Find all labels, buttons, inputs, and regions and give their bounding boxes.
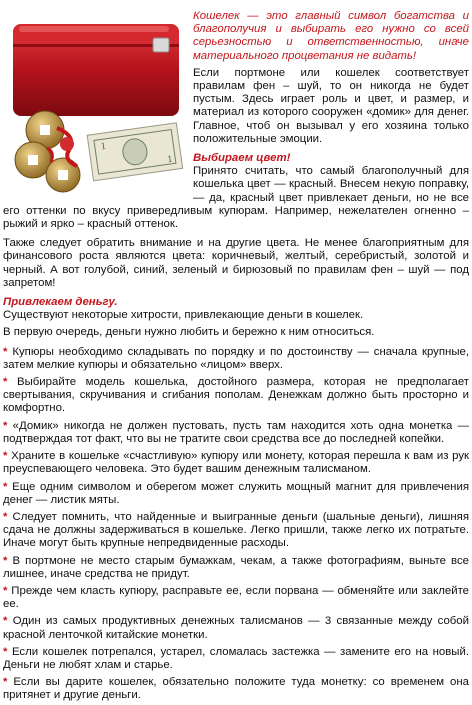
- bullet-icon: *: [3, 584, 8, 597]
- paragraph-other-colors: Также следует обратить внимание и на другие цвета. Не менее благоприятным для финансового роста являются цвета: коричневый, желтый, серебристый, золотой и черный. А вот голубой, синий, зеленый и бирюзовый по правилам фен – шуй — под запретом!: [3, 237, 469, 289]
- list-item: * Если кошелек потрепался, устарел, сломалась застежка — замените его на новый. Деньги не любят хлам и старье.: [3, 645, 469, 671]
- svg-text:1: 1: [166, 153, 174, 166]
- list-item: * Один из самых продуктивных денежных талисманов — 3 связанные между собой красной ленточкой китайские монетки.: [3, 615, 469, 641]
- paragraph-red-color: Принято считать, что самый благополучный для кошелька цвет — красный. Внесем некую поправку, — да, красный цвет привлекает деньги, но не все его оттенки по вкусу привередливым купюрам. Например, нежелателен огненно – рыжий и ярко – красный оттенок.: [3, 165, 469, 231]
- bullet-icon: *: [3, 645, 8, 658]
- bullet-icon: *: [3, 376, 8, 389]
- bullet-icon: *: [3, 554, 8, 567]
- tips-list: [3, 346, 469, 703]
- bullet-icon: *: [3, 676, 8, 689]
- paragraph-wallet-rules: Если портмоне или кошелек соответствует правилам фен – шуй, то он никогда не будет пустым. Здесь играет роль и цвет, и размер, и материал из которого сооружен «домик» для денег. Главное, чтоб он вызывал у его хозяина только положительные эмоции.: [193, 66, 469, 145]
- paragraph-tricks: Существуют некоторые хитрости, привлекающие деньги в кошелек.: [3, 309, 364, 322]
- list-item: * Если вы дарите кошелек, обязательно положите туда монетку: со временем она притянет и другие деньги.: [3, 676, 470, 702]
- bullet-icon: *: [3, 419, 8, 432]
- bullet-icon: *: [3, 615, 8, 628]
- list-item: * Купюры необходимо складывать по порядку и по достоинству — сначала крупные, затем мелкие купюры и обязательно «лицом» вверх.: [3, 345, 470, 371]
- list-item: * «Домик» никогда не должен пустовать, пусть там находится хоть одна монетка — подтверждая тот факт, что вы не тратите свои средства все до последней копейки.: [3, 419, 469, 445]
- bullet-icon: *: [3, 450, 8, 463]
- red-wallet-image: [7, 10, 185, 202]
- list-item: * Выбирайте модель кошелька, достойного размера, которая не предполагает свертывания, скручивания и сгибания пополам. Денежкам должно быть просторно и комфортно.: [3, 376, 469, 415]
- bullet-icon: *: [3, 345, 8, 358]
- heading-choose-color: Выбираем цвет!: [193, 152, 291, 165]
- list-item: * Прежде чем класть купюру, расправьте ее, если порвана — обменяйте или заклейте ее.: [3, 584, 469, 611]
- list-item: * Еще одним символом и оберегом может служить мощный магнит для привлечения денег — листик мяты.: [3, 480, 469, 506]
- list-item: * Храните в кошельке «счастливую» купюру или монету, которая перешла к вам из рук преуспевающего человека. Это будет вашим денежным талисманом.: [3, 450, 470, 476]
- heading-attract-money: Привлекаем деньгу.: [3, 296, 118, 309]
- intro-text: Кошелек — это главный символ богатства и благополучия и выбирать его нужно со всей серьезностью и ответственностью, иначе материального процветания не видать!: [193, 10, 469, 62]
- svg-text:1: 1: [100, 140, 107, 153]
- paragraph-love-money: В первую очередь, деньги нужно любить и бережно к ним относиться.: [3, 326, 375, 339]
- bullet-icon: *: [3, 510, 8, 523]
- list-item: * Следует помнить, что найденные и выигранные деньги (шальные деньги), лишняя сдача не должны задерживаться в кошельке. Легко пришли, также легко их потратьте. Иначе могут быть крупные непредвиденные расходы.: [3, 510, 469, 550]
- bullet-icon: *: [3, 480, 8, 493]
- list-item: * В портмоне не место старым бумажкам, чекам, а также фотографиям, выньте все лишнее, иначе средства не придут.: [3, 554, 469, 580]
